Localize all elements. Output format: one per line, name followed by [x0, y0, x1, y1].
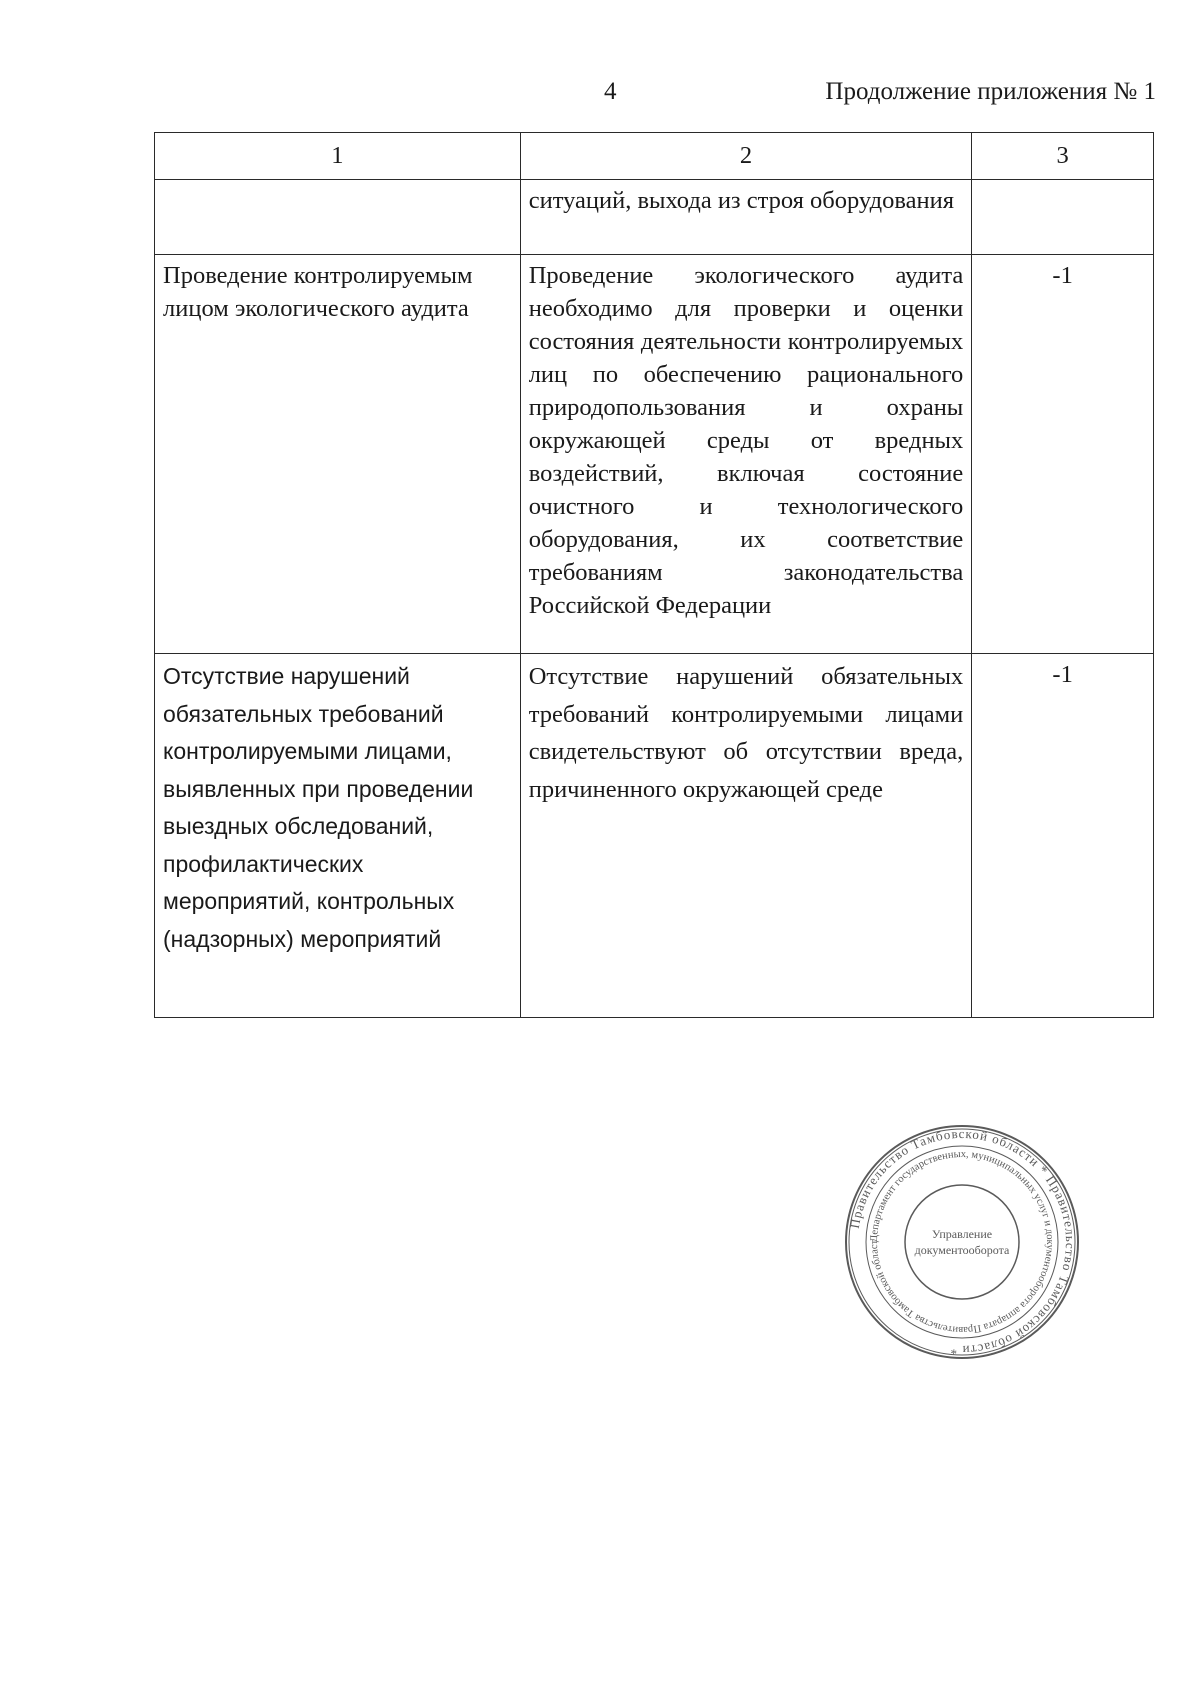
table-row [155, 180, 1154, 255]
value-cell: -1 [972, 255, 1154, 654]
stamp-seal [842, 1122, 1082, 1362]
value-cell: -1 [972, 654, 1154, 1018]
indicator-cell [155, 180, 521, 255]
description-cell: Отсутствие нарушений обязательных требований контролируемыми лицами свидетельствуют об отсутствии вреда, причиненного окружающей среде [520, 654, 972, 1018]
table-row [155, 255, 1154, 654]
criteria-table [154, 132, 1154, 1018]
column-header: 2 [520, 133, 972, 180]
column-header: 3 [972, 133, 1154, 180]
annex-label: Продолжение приложения № 1 [825, 78, 1156, 105]
description-cell: ситуаций, выхода из строя оборудования [520, 180, 972, 255]
official-stamp [842, 1122, 1082, 1362]
indicator-cell: Проведение контролируемым лицом экологического аудита [155, 255, 521, 654]
table-row [155, 654, 1154, 1018]
stamp-outer-text: Правительство Тамбовской области * Правительство Тамбовской области * [846, 1125, 1079, 1359]
page-number: 4 [604, 78, 617, 105]
stamp-inner-text: Департамент государственных, муниципальных услуг и документооборота аппарата Правительства Тамбовской област [868, 1148, 1056, 1336]
indicator-cell: Отсутствие нарушений обязательных требований контролируемыми лицами, выявленных при проведении выездных обследований, профилактических мероприятий, контрольных (надзорных) мероприятий [155, 654, 521, 1018]
description-cell: Проведение экологического аудита необходимо для проверки и оценки состояния деятельности контролируемых лиц по обеспечению рационального природопользования и охраны окружающей среды от вредных воздействий, включая состояние очистного и технологического оборудования, их соответствие требованиям законодательства Российской Федерации [520, 255, 972, 654]
table-header-row [155, 133, 1154, 180]
stamp-center-line1: Управление [931, 1227, 993, 1241]
value-cell [972, 180, 1154, 255]
stamp-center-line2: документооборота [914, 1243, 1010, 1257]
column-header: 1 [155, 133, 521, 180]
